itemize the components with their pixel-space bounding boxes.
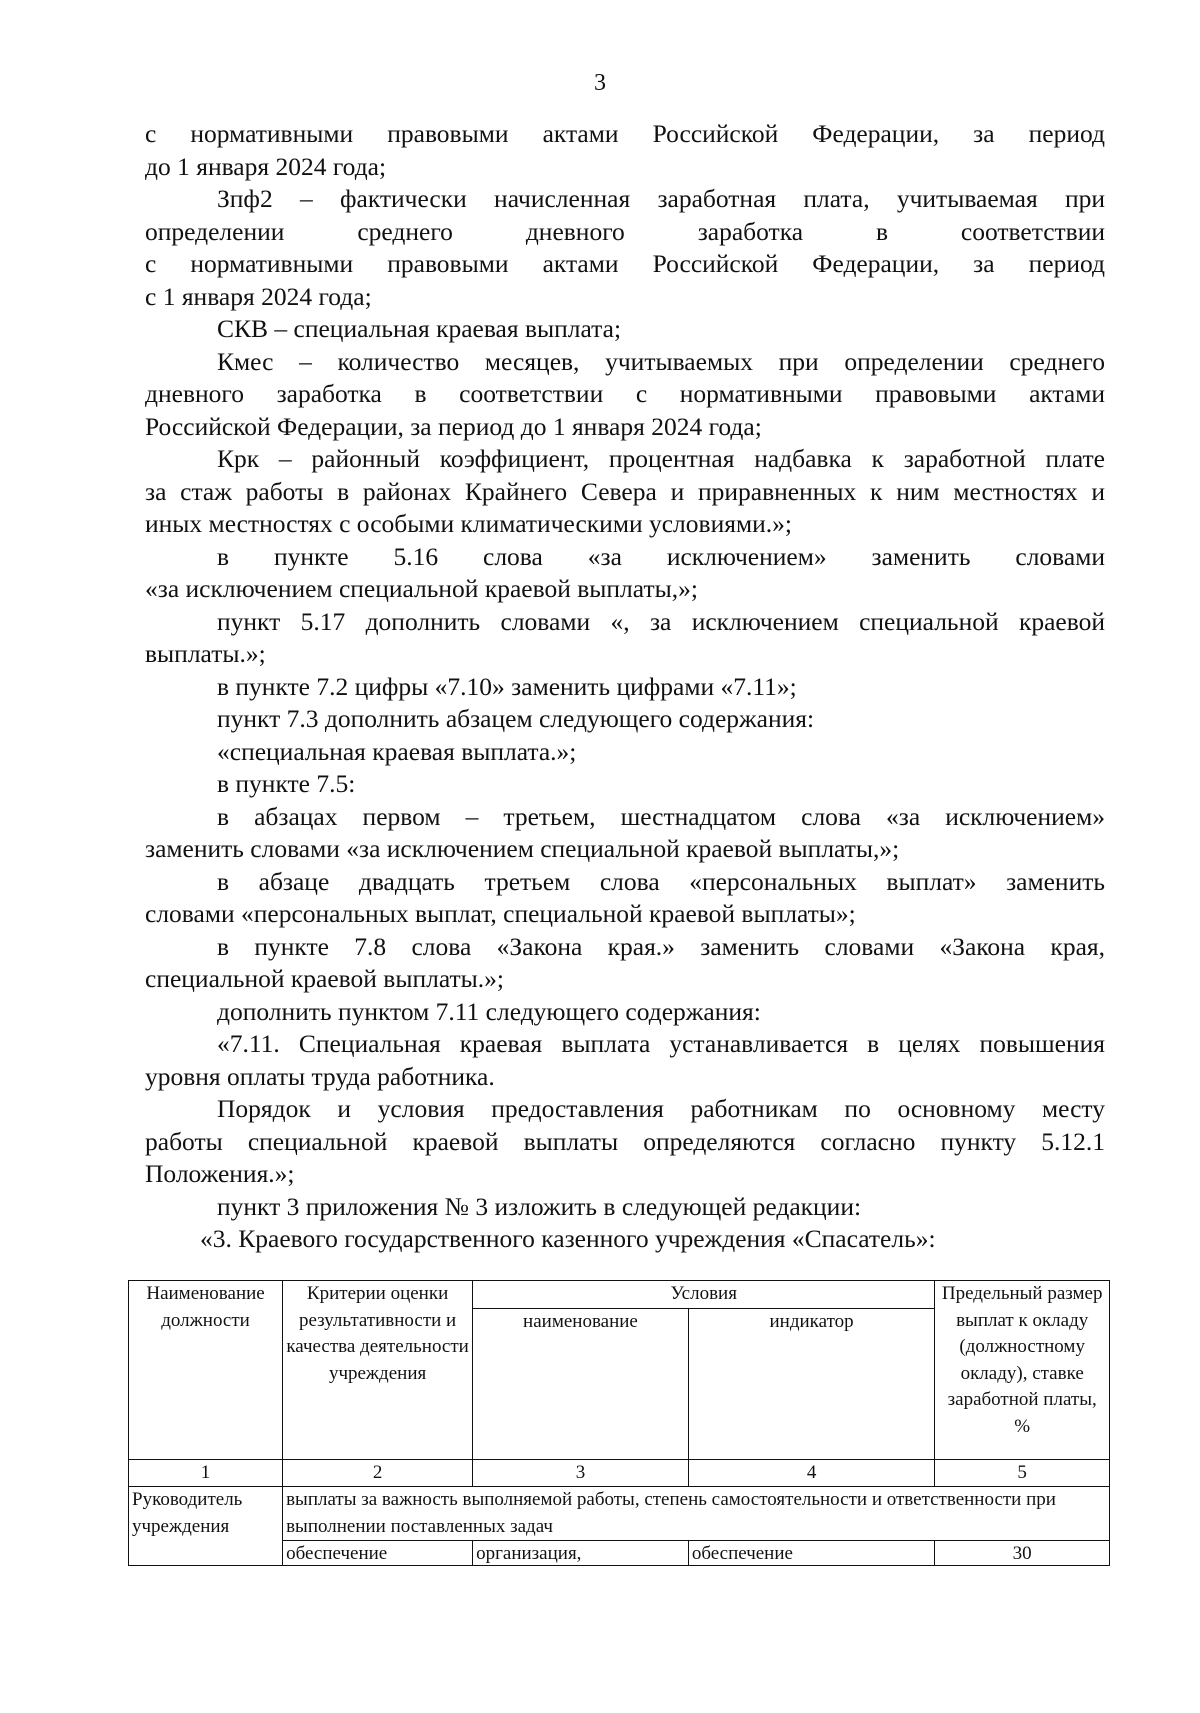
paragraph-line: в пункте 7.5: <box>217 769 356 798</box>
paragraph-line: в абзаце двадцать третьем слова «персональных выплат» заменить <box>217 866 1105 896</box>
column-number: 3 <box>473 1459 689 1487</box>
paragraph-line: в пункте 7.2 цифры «7.10» заменить цифрами «7.11»; <box>217 671 797 701</box>
header-position: Наименование должности <box>129 1281 283 1460</box>
paragraph-line: иных местностях с особыми климатическими условиями.»; <box>145 509 792 538</box>
paragraph-line: Порядок и условия предоставления работникам по основному месту <box>217 1094 1105 1123</box>
paragraph-line: СКВ – специальная краевая выплата; <box>217 314 622 343</box>
paragraph-line: специальной краевой выплаты.»; <box>145 964 504 993</box>
paragraph-line: Зпф2 – фактически начисленная заработная плата, учитываемая при <box>217 184 1105 213</box>
paragraph-line: пункт 3 приложения № 3 изложить в следующей редакции: <box>217 1191 862 1221</box>
paragraph-line: за стаж работы в районах Крайнего Севера и приравненных к ним местностях и <box>145 476 1105 506</box>
paragraph-line: выплаты.»; <box>145 639 266 668</box>
paragraph-line: с нормативными правовыми актами Российской Федерации, за период <box>145 249 1105 278</box>
row-indicator: обеспечение <box>688 1541 935 1566</box>
paragraph-line: «за исключением специальной краевой выплаты,»; <box>145 574 698 603</box>
paragraph-line: Крк – районный коэффициент, процентная надбавка к заработной плате <box>217 444 1105 473</box>
table-row <box>129 1487 1110 1541</box>
row-position: Руководитель учреждения <box>129 1487 283 1566</box>
header-conditions: Условия <box>473 1281 935 1309</box>
row-value: 30 <box>935 1541 1110 1566</box>
paragraph-line: пункт 7.3 дополнить абзацем следующего содержания: <box>217 704 815 733</box>
header-criteria: Критерии оценки результативности и качества деятельности учреждения <box>283 1281 473 1460</box>
table-header-row <box>129 1281 1110 1309</box>
paragraph-line: дополнить пунктом 7.11 следующего содержания: <box>217 996 761 1026</box>
paragraph-line: Кмес – количество месяцев, учитываемых при определении среднего <box>217 346 1105 376</box>
paragraph-line: работы специальной краевой выплаты определяются согласно пункту 5.12.1 <box>145 1126 1105 1156</box>
header-max-size: Предельный размер выплат к окладу (должностному окладу), ставке заработной платы, % <box>935 1281 1110 1460</box>
column-number: 5 <box>935 1459 1110 1487</box>
paragraph-line: пункт 5.17 дополнить словами «, за исключением специальной краевой <box>217 606 1105 636</box>
paragraph-line: с 1 января 2024 года; <box>145 281 372 311</box>
header-indicator: индикатор <box>688 1308 935 1459</box>
header-name: наименование <box>473 1308 689 1459</box>
row-criteria: обеспечение <box>283 1541 473 1566</box>
paragraph-line: с нормативными правовыми актами Российской Федерации, за период <box>145 119 1105 148</box>
table-heading: «3. Краевого государственного казенного учреждения «Спасатель»: <box>200 1224 936 1253</box>
paragraph-line: заменить словами «за исключением специальной краевой выплаты,»; <box>145 834 900 863</box>
table-number-row <box>129 1459 1110 1487</box>
row-span-text: выплаты за важность выполняемой работы, степень самостоятельности и ответственности при выполнении поставленных задач <box>283 1487 1110 1541</box>
paragraph-line: «7.11. Специальная краевая выплата устанавливается в целях повышения <box>217 1029 1105 1058</box>
page-number: 3 <box>594 70 606 96</box>
paragraph-line: Российской Федерации, за период до 1 января 2024 года; <box>145 411 762 441</box>
document-body <box>145 118 1105 1256</box>
paragraph-line: в пункте 5.16 слова «за исключением» заменить словами <box>217 541 1105 571</box>
paragraph-line: «специальная краевая выплата.»; <box>217 736 577 766</box>
paragraph-line: определении среднего дневного заработка в соответствии <box>145 216 1105 246</box>
column-number: 4 <box>688 1459 935 1487</box>
paragraph-line: Положения.»; <box>145 1159 295 1188</box>
payments-table <box>128 1280 1110 1566</box>
column-number: 2 <box>283 1459 473 1487</box>
paragraph-line: в пункте 7.8 слова «Закона края.» заменить словами «Закона края, <box>217 931 1105 961</box>
paragraph-line: уровня оплаты труда работника. <box>145 1061 495 1091</box>
row-name: организация, <box>473 1541 689 1566</box>
paragraph-line: словами «персональных выплат, специальной краевой выплаты»; <box>145 899 856 928</box>
paragraph-line: до 1 января 2024 года; <box>145 151 387 181</box>
column-number: 1 <box>129 1459 283 1487</box>
paragraph-line: дневного заработка в соответствии с нормативными правовыми актами <box>145 379 1105 408</box>
paragraph-line: в абзацах первом – третьем, шестнадцатом слова «за исключением» <box>217 801 1105 831</box>
